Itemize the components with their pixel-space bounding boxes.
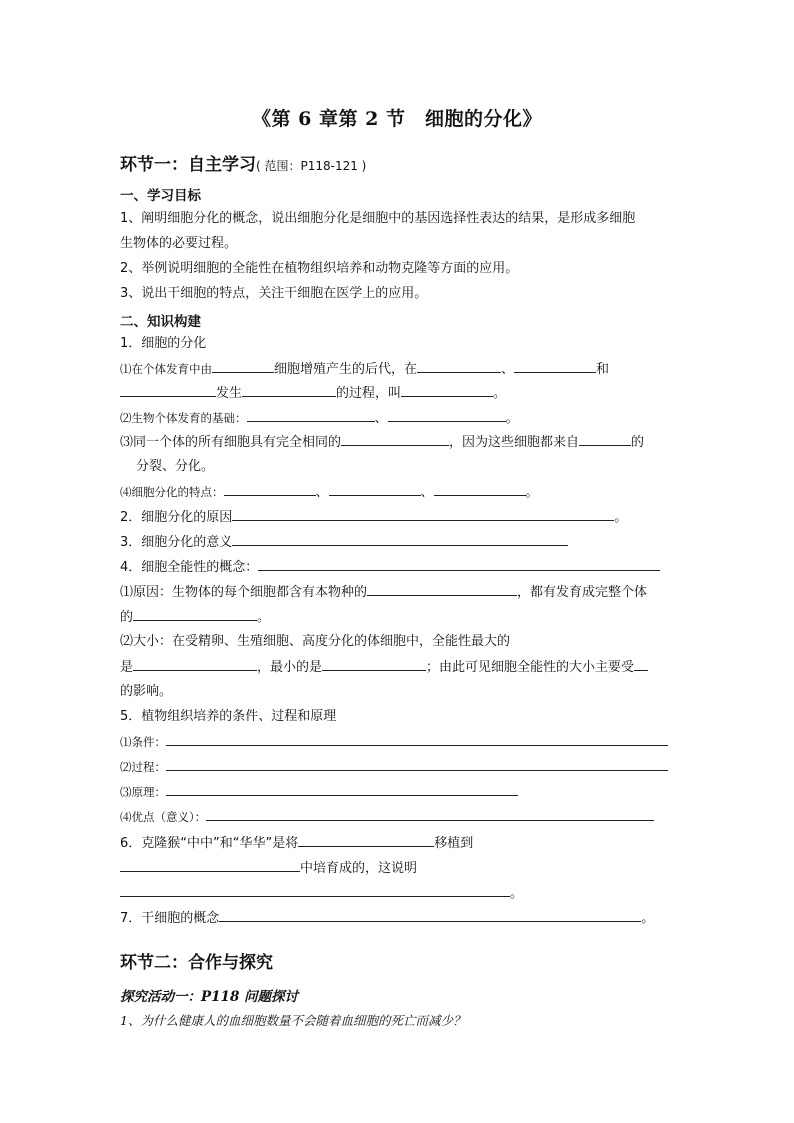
blank-field[interactable] bbox=[434, 483, 526, 496]
k6-line-end bbox=[120, 884, 523, 903]
blank-field[interactable] bbox=[329, 483, 421, 496]
goal-item-1: 1、阐明细胞分化的概念，说出细胞分化是细胞中的基因选择性表达的结果，是形成多细胞 bbox=[120, 211, 636, 226]
blank-field[interactable] bbox=[166, 783, 518, 796]
k7-line bbox=[120, 909, 654, 928]
section1-heading-text: 环节一：自主学习 bbox=[120, 155, 256, 175]
k2-text-a: 2．细胞分化的原因 bbox=[120, 510, 233, 525]
blank-field[interactable] bbox=[133, 658, 257, 671]
k6-line-cont bbox=[120, 859, 417, 878]
k1-3-text-a: ⑶同一个体的所有细胞具有完全相同的 bbox=[120, 435, 342, 450]
k7-text-b: 。 bbox=[641, 911, 655, 926]
k1-2-text-c: 。 bbox=[505, 411, 519, 426]
k3-text: 3．细胞分化的意义 bbox=[120, 535, 233, 550]
blank-field[interactable] bbox=[514, 360, 596, 373]
blank-field[interactable] bbox=[247, 409, 375, 422]
k1-heading: 1．细胞的分化 bbox=[120, 336, 207, 351]
blank-field[interactable] bbox=[634, 658, 648, 671]
section1-range: ( 范围：P118-121 ) bbox=[256, 159, 367, 173]
blank-field[interactable] bbox=[298, 834, 434, 847]
k5-1-text: ⑴条件： bbox=[120, 735, 166, 749]
k4-1-text-b: ，都有发育成完整个体 bbox=[517, 585, 648, 600]
k6-text-b: 移植到 bbox=[434, 836, 474, 851]
k4-1-line bbox=[120, 583, 647, 602]
blank-field[interactable] bbox=[322, 658, 426, 671]
goals-heading: 一、学习目标 bbox=[120, 188, 201, 204]
k4-2-text-c: ，最小的是 bbox=[257, 660, 323, 675]
blank-field[interactable] bbox=[166, 758, 668, 771]
blank-field[interactable] bbox=[166, 733, 668, 746]
k1-1-line-cont bbox=[120, 384, 506, 403]
k4-1-text-c: 的 bbox=[120, 610, 134, 625]
k1-3-line bbox=[120, 433, 644, 452]
k1-3-text-b: ，因为这些细胞都来自 bbox=[449, 435, 580, 450]
k4-2-line-cont bbox=[120, 658, 648, 677]
k1-1-text-d: 和 bbox=[596, 362, 610, 377]
k1-1-text-c: 、 bbox=[501, 362, 515, 377]
k4-1-text-d: 。 bbox=[257, 610, 271, 625]
k1-2-text-b: 、 bbox=[374, 411, 388, 426]
k1-3-text-c: 的 bbox=[631, 435, 645, 450]
k4-1-line-cont bbox=[120, 608, 270, 627]
blank-field[interactable] bbox=[367, 583, 517, 596]
k1-4-text-d: 。 bbox=[525, 485, 539, 500]
k6-line bbox=[120, 834, 473, 853]
blank-field[interactable] bbox=[224, 483, 316, 496]
k2-text-b: 。 bbox=[614, 510, 628, 525]
k1-1-line bbox=[120, 360, 609, 379]
blank-field[interactable] bbox=[232, 533, 568, 546]
k4-2-text-a: ⑵大小：在受精卵、生殖细胞、高度分化的体细胞中，全能性最大的 bbox=[120, 634, 511, 649]
k7-text-a: 7．干细胞的概念 bbox=[120, 911, 220, 926]
blank-field[interactable] bbox=[120, 884, 510, 897]
k4-2-text-d: ；由此可见细胞全能性的大小主要受 bbox=[426, 660, 635, 675]
k4-1-text-a: ⑴原因：生物体的每个细胞都含有本物种的 bbox=[120, 585, 368, 600]
blank-field[interactable] bbox=[258, 558, 660, 571]
k4-2-line-end: 的影响。 bbox=[120, 684, 173, 699]
blank-field[interactable] bbox=[417, 360, 501, 373]
k5-1-line bbox=[120, 733, 668, 752]
knowledge-heading: 二、知识构建 bbox=[120, 314, 201, 330]
section2-heading: 环节二：合作与探究 bbox=[120, 953, 273, 973]
k5-3-text: ⑶原理： bbox=[120, 785, 166, 799]
k2-line bbox=[120, 508, 627, 527]
k1-1-text-e: 发生 bbox=[216, 386, 243, 401]
activity1-question-1: 1、为什么健康人的血细胞数量不会随着血细胞的死亡而减少？ bbox=[120, 1013, 466, 1028]
k1-1-text-a: ⑴在个体发育中由 bbox=[120, 362, 212, 376]
blank-field[interactable] bbox=[232, 508, 614, 521]
k5-2-text: ⑵过程： bbox=[120, 760, 166, 774]
blank-field[interactable] bbox=[133, 608, 257, 621]
blank-field[interactable] bbox=[219, 909, 641, 922]
k1-4-text-b: 、 bbox=[315, 485, 329, 500]
section1-heading bbox=[120, 150, 366, 175]
blank-field[interactable] bbox=[388, 409, 506, 422]
k1-2-text-a: ⑵生物个体发育的基础： bbox=[120, 411, 247, 425]
blank-field[interactable] bbox=[242, 384, 336, 397]
k6-text-d: 。 bbox=[510, 886, 524, 901]
goal-item-3: 3、说出干细胞的特点，关注干细胞在医学上的应用。 bbox=[120, 286, 428, 301]
k6-text-a: 6．克隆猴“中中”和“华华”是将 bbox=[120, 836, 299, 851]
k1-1-text-g: 。 bbox=[493, 386, 507, 401]
k1-2-line bbox=[120, 409, 519, 428]
k5-heading: 5．植物组织培养的条件、过程和原理 bbox=[120, 709, 337, 724]
k4-2-line bbox=[120, 633, 510, 651]
k5-3-line bbox=[120, 783, 518, 802]
page-title: 《第 6 章第 2 节 细胞的分化》 bbox=[252, 108, 542, 130]
k4-text: 4．细胞全能性的概念： bbox=[120, 560, 259, 575]
blank-field[interactable] bbox=[120, 859, 300, 872]
k6-text-c: 中培育成的，这说明 bbox=[300, 861, 418, 876]
k3-line bbox=[120, 533, 568, 552]
k5-2-line bbox=[120, 758, 668, 777]
activity1-heading: 探究活动一：P118 问题探讨 bbox=[120, 989, 299, 1005]
k4-2-text-b: 是 bbox=[120, 660, 134, 675]
blank-field[interactable] bbox=[212, 360, 274, 373]
blank-field[interactable] bbox=[120, 384, 216, 397]
blank-field[interactable] bbox=[341, 433, 449, 446]
blank-field[interactable] bbox=[206, 808, 654, 821]
k1-3-line-cont: 分裂、分化。 bbox=[136, 459, 215, 474]
goal-item-1-cont: 生物体的必要过程。 bbox=[120, 236, 238, 251]
k1-1-text-b: 细胞增殖产生的后代，在 bbox=[274, 362, 418, 377]
blank-field[interactable] bbox=[579, 433, 631, 446]
goal-item-2: 2、举例说明细胞的全能性在植物组织培养和动物克隆等方面的应用。 bbox=[120, 261, 519, 276]
k1-1-text-f: 的过程，叫 bbox=[336, 386, 402, 401]
k5-4-text: ⑷优点（意义）： bbox=[120, 810, 207, 824]
k1-4-text-c: 、 bbox=[420, 485, 434, 500]
k5-4-line bbox=[120, 808, 654, 827]
blank-field[interactable] bbox=[401, 384, 493, 397]
k4-line bbox=[120, 558, 660, 577]
k1-4-line bbox=[120, 483, 539, 502]
k1-4-text-a: ⑷细胞分化的特点： bbox=[120, 485, 224, 499]
